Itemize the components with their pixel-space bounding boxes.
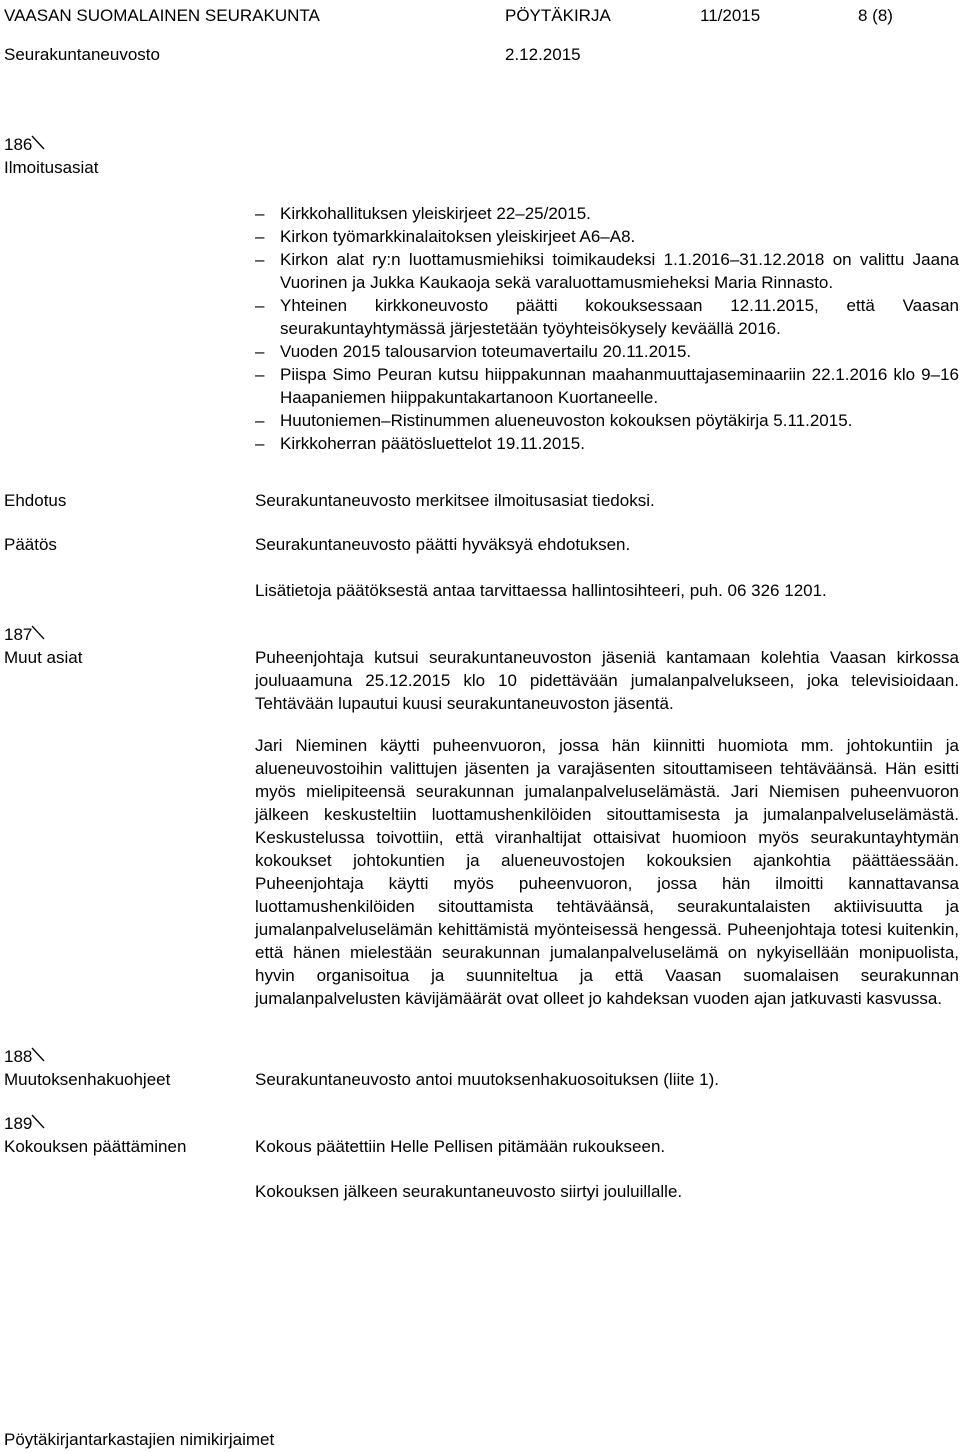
paragraph: Jari Nieminen käytti puheenvuoron, jossa hän kiinnitti huomiota mm. johtokuntiin ja alueneuvostoihin valittujen jäsenten ja varajäsenten sitouttamiseen tehtäväänsä. Hän esitti myös mielipiteensä seurakunnan jumalanpalveluselämästä. Jari Niemisen puheenvuoron jälkeen keskusteltiin luottamushenkilöiden sitouttamisesta ja jumalanpalveluselämästä. Keskustelussa toivottiin, että viranhaltijat ottaisivat huomioon myös seurakuntayhtymän kokoukset johtokuntien ja alueneuvostojen kokouksien ajankohtia päättäessään. Puheenjohtaja käytti myös puheenvuoron, jossa hän ilmoitti kannattavansa luottamushenkilöiden sitouttamista tehtäväänsä, seurakuntalaisten aktiivisuutta ja jumalanpalveluselämän kehittämistä myönteisessä hengessä. Puheenjohtaja totesi kuitenkin, että hänen mielestään seurakunnan jumalanpalveluselämä on nykyisellään monipuolista, hyvin organisoitua ja suunniteltua ja että Vaasan suomalaisen seurakunnan jumalanpalvelusten kävijämäärät ovat olleet jo kahdeksan vuoden ajan jatkuvasti kasvussa. [255, 736, 959, 1008]
section-mark-icon [30, 625, 56, 641]
decision-text: Seurakuntaneuvosto päätti hyväksyä ehdotuksen. [255, 535, 631, 554]
section-number-text: 186 [4, 135, 33, 154]
list-item: – Huutoniemen–Ristinummen alueneuvoston kokouksen pöytäkirja 5.11.2015. [255, 409, 959, 432]
list-item: – Yhteinen kirkkoneuvosto päätti kokouksessaan 12.11.2015, että Vaasan seurakuntayhtymässä järjestetään työyhteisökysely keväällä 2016. [255, 294, 959, 340]
doc-number: 11/2015 [700, 6, 761, 25]
decision-label: Päätös [4, 535, 57, 554]
paragraph: Puheenjohtaja kutsui seurakuntaneuvoston jäseniä kantamaan kolehtia Vaasan kirkossa jouluaamuna 25.12.2015 klo 10 pidettävään jumalanpalvelukseen, joka televisioidaan. Tehtävään lupautui kuusi seurakuntaneuvoston jäsentä. [255, 648, 959, 713]
list-item: – Kirkkohallituksen yleiskirjeet 22–25/2015. [255, 202, 959, 225]
section-number [4, 1112, 32, 1135]
section-186-heading [4, 133, 98, 179]
section-number-text: 189 [4, 1114, 33, 1133]
section-mark-icon [30, 1114, 56, 1130]
notice-list [255, 202, 959, 455]
section-number [4, 133, 32, 156]
section-number [4, 1045, 32, 1068]
meeting-date: 2.12.2015 [505, 45, 581, 64]
section-number-text: 188 [4, 1047, 33, 1066]
footer-label: Pöytäkirjantarkastajien nimikirjaimet [4, 1430, 275, 1449]
paragraph: Kokouksen jälkeen seurakuntaneuvosto siirtyi jouluillalle. [255, 1182, 683, 1201]
body-name: Seurakuntaneuvosto [4, 45, 160, 64]
section-title: Kokouksen päättäminen [4, 1137, 187, 1156]
list-item: – Piispa Simo Peuran kutsu hiippakunnan maahanmuuttajaseminaariin 22.1.2016 klo 9–16 Haapaniemen hiippakuntakartanoon Kuortaneelle. [255, 363, 959, 409]
list-item: – Kirkkoherran päätösluettelot 19.11.2015. [255, 432, 959, 455]
section-title: Ilmoitusasiat [4, 158, 99, 177]
section-mark-icon [30, 135, 56, 151]
page-number: 8 (8) [858, 6, 893, 25]
paragraph: Seurakuntaneuvosto antoi muutoksenhakuosoituksen (liite 1). [255, 1070, 720, 1089]
section-title: Muut asiat [4, 648, 83, 667]
section-189-heading [4, 1112, 186, 1158]
section-187-heading [4, 623, 82, 669]
list-item: – Kirkon alat ry:n luottamusmiehiksi toimikaudeksi 1.1.2016–31.12.2018 on valittu Jaana Vuorinen ja Jukka Kaukaoja sekä varaluottamusmieheksi Maria Rinnasto. [255, 248, 959, 294]
info-text: Lisätietoja päätöksestä antaa tarvittaessa hallintosihteeri, puh. 06 326 1201. [255, 581, 827, 600]
section-title: Muutoksenhakuohjeet [4, 1070, 171, 1089]
org-name: VAASAN SUOMALAINEN SEURAKUNTA [4, 6, 320, 25]
proposal-label: Ehdotus [4, 491, 67, 510]
list-item: – Vuoden 2015 talousarvion toteumavertailu 20.11.2015. [255, 340, 959, 363]
section-number [4, 623, 32, 646]
section-188-heading [4, 1045, 170, 1091]
list-item: – Kirkon työmarkkinalaitoksen yleiskirjeet A6–A8. [255, 225, 959, 248]
doc-type: PÖYTÄKIRJA [505, 6, 611, 25]
paragraph: Kokous päätettiin Helle Pellisen pitämään rukoukseen. [255, 1137, 666, 1156]
proposal-text: Seurakuntaneuvosto merkitsee ilmoitusasiat tiedoksi. [255, 491, 655, 510]
section-mark-icon [30, 1047, 56, 1063]
section-number-text: 187 [4, 625, 33, 644]
